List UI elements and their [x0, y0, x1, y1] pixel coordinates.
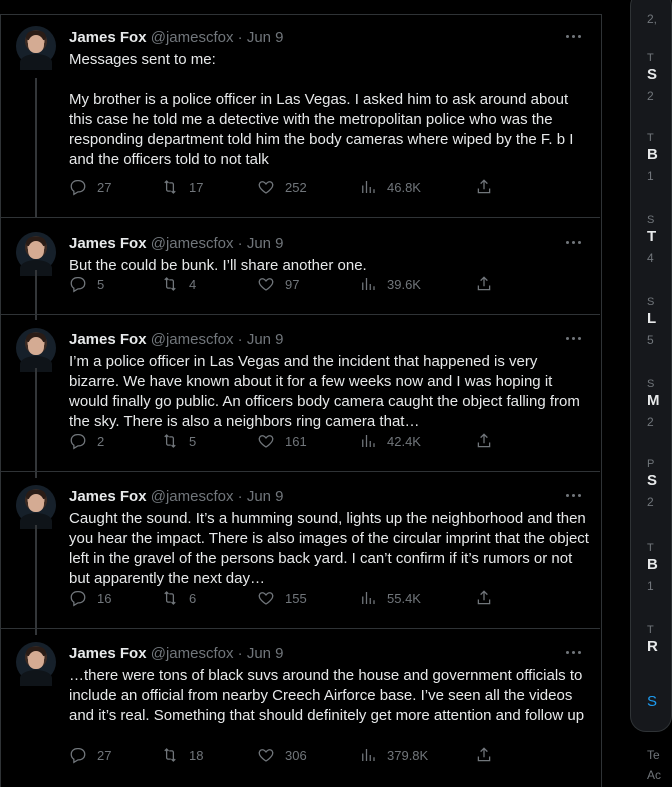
heart-icon: [257, 275, 275, 293]
heart-icon: [257, 432, 275, 450]
tweet-divider: [0, 217, 600, 218]
reply-icon: [69, 589, 87, 607]
views-count: 42.4K: [387, 433, 421, 449]
trend-count: 2,: [647, 12, 658, 26]
replies-count: 27: [97, 179, 112, 195]
thread-connector: [35, 78, 37, 218]
footer-link[interactable]: Ac: [647, 768, 662, 782]
avatar[interactable]: [16, 485, 56, 525]
trend-category: S: [647, 214, 655, 226]
share-icon: [475, 432, 493, 450]
heart-icon: [257, 746, 275, 764]
tweet-date[interactable]: Jun 9: [246, 331, 284, 348]
likes-count: 161: [285, 433, 307, 449]
retweet-icon: [161, 432, 179, 450]
author-handle[interactable]: @jamescfox: [150, 645, 234, 662]
views-count: 379.8K: [387, 747, 429, 763]
avatar[interactable]: [16, 26, 56, 66]
tweet-actions: [69, 431, 509, 451]
views-count: 55.4K: [387, 590, 421, 606]
retweets-count: 18: [189, 747, 204, 763]
share-button[interactable]: [475, 431, 493, 451]
trend-topic[interactable]: L: [647, 310, 657, 327]
retweet-icon: [161, 746, 179, 764]
analytics-icon: [359, 432, 377, 450]
trend-category: T: [647, 52, 654, 64]
trend-topic[interactable]: M: [647, 392, 660, 409]
share-icon: [475, 275, 493, 293]
retweets-count: 4: [189, 276, 197, 292]
avatar[interactable]: [16, 642, 56, 682]
reply-icon: [69, 275, 87, 293]
tweet[interactable]: [0, 316, 600, 471]
tweet-text: But the could be bunk. I’ll share another one.: [69, 257, 367, 274]
retweets-count: 17: [189, 179, 204, 195]
tweet-text: Messages sent to me: My brother is a police officer in Las Vegas. I asked him to ask around about this case he told me a detective with the metropolitan police who was the responding department told him the body cameras where wiped by the F. b I and the officers told to not talk: [69, 51, 574, 168]
views-button[interactable]: [359, 177, 421, 197]
more-options-icon[interactable]: [565, 643, 583, 661]
trend-category: T: [647, 542, 654, 554]
retweet-button[interactable]: [161, 588, 196, 608]
retweets-count: 6: [189, 590, 197, 606]
likes-count: 306: [285, 747, 307, 763]
analytics-icon: [359, 178, 377, 196]
trend-topic[interactable]: B: [647, 556, 658, 573]
retweet-button[interactable]: [161, 431, 196, 451]
more-options-icon[interactable]: [565, 233, 583, 251]
tweet-divider: [0, 314, 600, 315]
tweet-header: [69, 234, 284, 254]
views-button[interactable]: [359, 588, 421, 608]
share-button[interactable]: [475, 745, 493, 765]
reply-button[interactable]: [69, 274, 104, 294]
tweet-date[interactable]: Jun 9: [246, 29, 284, 46]
author-name[interactable]: James Fox: [69, 29, 147, 46]
author-handle[interactable]: @jamescfox: [150, 488, 234, 505]
thread-connector: [35, 368, 37, 478]
author-handle[interactable]: @jamescfox: [150, 331, 234, 348]
separator-dot: ·: [237, 331, 243, 348]
tweet[interactable]: [0, 473, 600, 628]
retweets-count: 5: [189, 433, 197, 449]
replies-count: 5: [97, 276, 105, 292]
tweet-header: [69, 330, 284, 350]
views-button[interactable]: [359, 745, 428, 765]
views-count: 39.6K: [387, 276, 421, 292]
share-button[interactable]: [475, 177, 493, 197]
trend-category: T: [647, 132, 654, 144]
separator-dot: ·: [237, 488, 243, 505]
tweet[interactable]: [0, 14, 600, 217]
share-button[interactable]: [475, 274, 493, 294]
tweet-divider: [0, 628, 600, 629]
reply-button[interactable]: [69, 745, 111, 765]
heart-icon: [257, 178, 275, 196]
views-count: 46.8K: [387, 179, 421, 195]
replies-count: 2: [97, 433, 105, 449]
replies-count: 27: [97, 747, 112, 763]
retweet-icon: [161, 178, 179, 196]
retweet-button[interactable]: [161, 177, 203, 197]
trend-count: 4: [647, 251, 654, 265]
analytics-icon: [359, 746, 377, 764]
tweet-text: I’m a police officer in Las Vegas and the incident that happened is very bizarre. We have known about it for a few weeks now and I was hoping it would finally go public. An officers body camera caught the object falling from the sky. There is also a neighbors ring camera that…: [69, 353, 585, 430]
likes-count: 97: [285, 276, 300, 292]
analytics-icon: [359, 589, 377, 607]
share-button[interactable]: [475, 588, 493, 608]
reply-button[interactable]: [69, 431, 104, 451]
more-options-icon[interactable]: [565, 27, 583, 45]
reply-icon: [69, 432, 87, 450]
views-button[interactable]: [359, 431, 421, 451]
trend-category: T: [647, 624, 654, 636]
trend-count: 1: [647, 169, 654, 183]
trend-count: 2: [647, 89, 654, 103]
tweet-date[interactable]: Jun 9: [246, 645, 284, 662]
trend-topic[interactable]: B: [647, 146, 658, 163]
separator-dot: ·: [237, 645, 243, 662]
trend-category: P: [647, 458, 655, 470]
tweet-date[interactable]: Jun 9: [246, 488, 284, 505]
avatar[interactable]: [16, 232, 56, 272]
share-icon: [475, 178, 493, 196]
likes-count: 155: [285, 590, 307, 606]
author-name[interactable]: James Fox: [69, 488, 147, 505]
retweet-icon: [161, 275, 179, 293]
trend-category: S: [647, 378, 655, 390]
avatar[interactable]: [16, 328, 56, 368]
likes-count: 252: [285, 179, 307, 195]
views-button[interactable]: [359, 274, 421, 294]
reply-button[interactable]: [69, 177, 111, 197]
author-handle[interactable]: @jamescfox: [150, 29, 234, 46]
share-icon: [475, 589, 493, 607]
trend-count: 5: [647, 333, 654, 347]
show-more-link[interactable]: S: [647, 693, 658, 710]
reply-icon: [69, 746, 87, 764]
reply-button[interactable]: [69, 588, 111, 608]
tweet[interactable]: [0, 630, 600, 785]
separator-dot: ·: [237, 29, 243, 46]
like-button[interactable]: [257, 588, 307, 608]
author-name[interactable]: James Fox: [69, 645, 147, 662]
trend-count: 2: [647, 495, 654, 509]
tweet-header: [69, 28, 284, 48]
tweet[interactable]: [0, 220, 600, 314]
trend-count: 1: [647, 579, 654, 593]
separator-dot: ·: [237, 235, 243, 252]
author-handle[interactable]: @jamescfox: [150, 235, 234, 252]
trend-topic[interactable]: R: [647, 638, 658, 655]
trend-topic[interactable]: T: [647, 228, 657, 245]
trends-panel: [630, 0, 672, 732]
replies-count: 16: [97, 590, 112, 606]
like-button[interactable]: [257, 745, 307, 765]
tweet-actions: [69, 745, 509, 765]
trend-topic[interactable]: S: [647, 66, 658, 83]
more-options-icon[interactable]: [565, 486, 583, 504]
trend-topic[interactable]: S: [647, 472, 658, 489]
author-name[interactable]: James Fox: [69, 331, 147, 348]
analytics-icon: [359, 275, 377, 293]
retweet-button[interactable]: [161, 745, 203, 765]
trend-category: S: [647, 296, 655, 308]
like-button[interactable]: [257, 177, 307, 197]
tweet-header: [69, 644, 284, 664]
more-options-icon[interactable]: [565, 329, 583, 347]
retweet-button[interactable]: [161, 274, 196, 294]
like-button[interactable]: [257, 274, 299, 294]
tweet-actions: [69, 274, 509, 294]
thread-connector: [35, 270, 37, 320]
reply-icon: [69, 178, 87, 196]
retweet-icon: [161, 589, 179, 607]
thread-connector: [35, 525, 37, 635]
trend-count: 2: [647, 415, 654, 429]
heart-icon: [257, 589, 275, 607]
share-icon: [475, 746, 493, 764]
author-name[interactable]: James Fox: [69, 235, 147, 252]
like-button[interactable]: [257, 431, 307, 451]
tweet-header: [69, 487, 284, 507]
tweet-text: …there were tons of black suvs around the house and government officials to include an official from nearby Creech Airforce base. I’ve seen all the videos and it’s real. Something that should definitely get more attention and follow up: [69, 667, 587, 724]
tweet-divider: [0, 471, 600, 472]
tweet-text: Caught the sound. It’s a humming sound, lights up the neighborhood and then you hear the impact. There is also images of the circular imprint that the object left in the gravel of the persons back yard. I can’t confirm if it’s rumors or not but apparently the next day…: [69, 510, 594, 587]
tweet-actions: [69, 177, 509, 197]
footer-link[interactable]: Te: [647, 748, 660, 762]
tweet-actions: [69, 588, 509, 608]
tweet-date[interactable]: Jun 9: [246, 235, 284, 252]
